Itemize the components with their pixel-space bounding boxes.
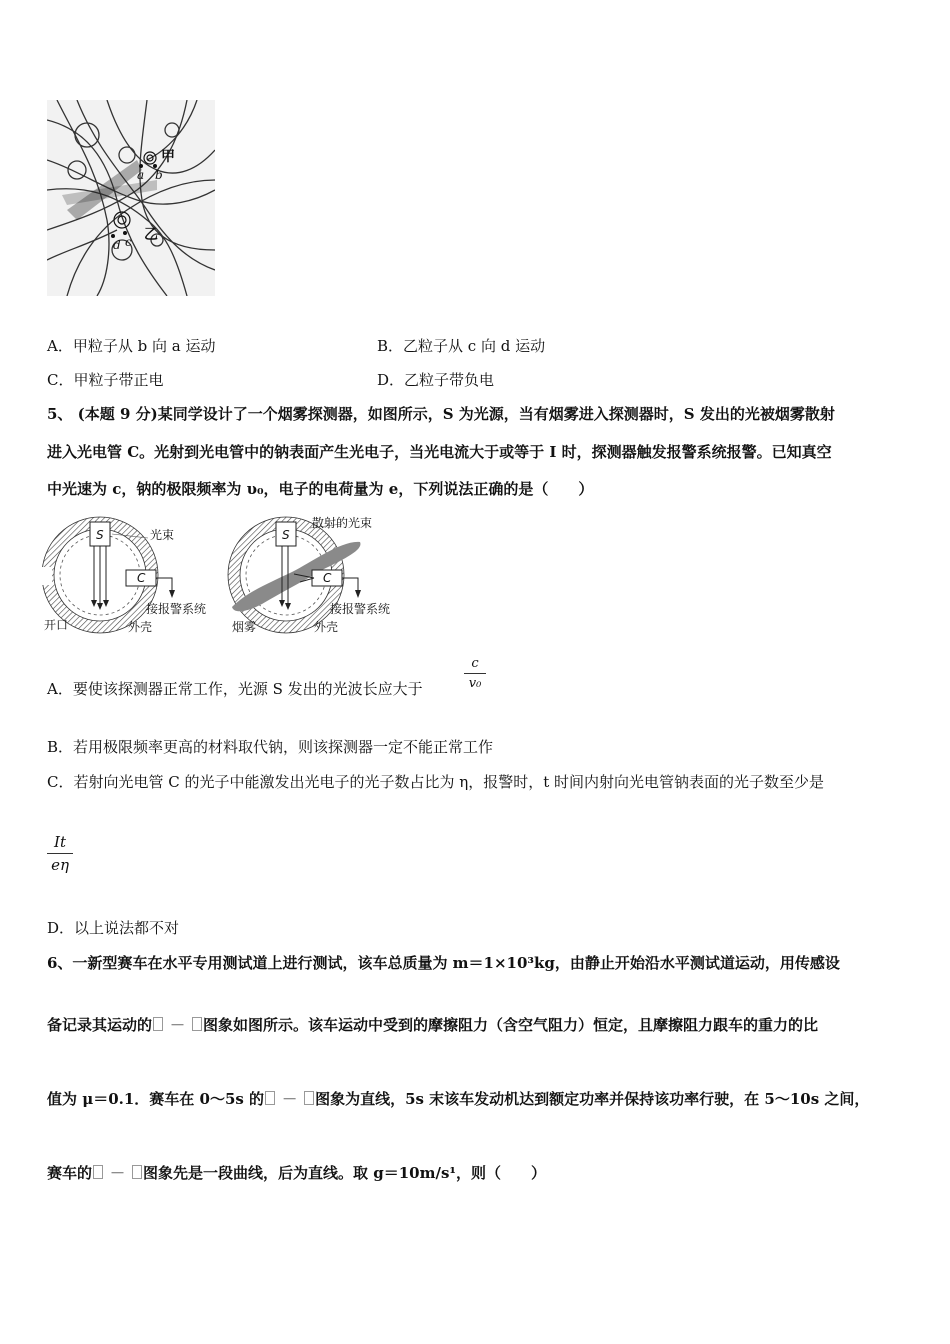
q6-stem-line2 [47, 1015, 818, 1035]
glyph-dash: － [170, 1016, 186, 1034]
q4-option-a: A．甲粒子从 b 向 a 运动 [47, 337, 216, 355]
q6-stem-line4 [47, 1163, 546, 1183]
glyph-dash: － [282, 1090, 298, 1108]
alarm-label-left: 接报警系统 [146, 602, 207, 616]
q4-option-c: C．甲粒子带正电 [47, 371, 164, 389]
beam-label: 光束 [150, 528, 175, 542]
missing-glyph-icon [304, 1091, 314, 1105]
bubble-chamber-figure [47, 100, 215, 296]
opening-label: 开口 [44, 618, 69, 632]
shell-label-left: 外壳 [128, 620, 153, 634]
missing-glyph-icon [192, 1017, 202, 1031]
label-a: a [137, 168, 145, 182]
fraction-numerator: It [54, 833, 66, 851]
q5-option-b: B．若用极限频率更高的材料取代钠，则该探测器一定不能正常工作 [47, 738, 494, 756]
q5-stem-line2: 进入光电管 C。光射到光电管中的钠表面产生光电子，当光电流大于或等于 I 时，探测器触发报警系统报警。已知真空 [47, 443, 832, 461]
q6-line2-pre: 备记录其运动的 [47, 1016, 153, 1034]
source-s-left: S [96, 528, 104, 542]
label-b: b [155, 168, 163, 182]
q4-option-b: B．乙粒子从 c 向 d 运动 [377, 337, 546, 355]
q5-option-a: A．要使该探测器正常工作，光源 S 发出的光波长应大于 [47, 680, 423, 698]
q5-option-c: C．若射向光电管 C 的光子中能激发出光电子的光子数占比为 η，报警时，t 时间内射向光电管钠表面的光子数至少是 [47, 773, 825, 791]
fraction-denominator: eη [51, 856, 69, 874]
q5-stem-line3: 中光速为 c，钠的极限频率为 υ₀，电子的电荷量为 e，下列说法正确的是（ ） [47, 480, 594, 498]
missing-glyph-icon [132, 1165, 142, 1179]
glyph-dash: － [110, 1164, 126, 1182]
smoke-label: 烟雾 [232, 620, 257, 634]
q6-stem-line3 [47, 1089, 869, 1109]
q6-line2-post: 图象如图所示。该车运动中受到的摩擦阻力（含空气阻力）恒定，且摩擦阻力跟车的重力的比 [203, 1016, 819, 1034]
smoke-detector-diagram [42, 512, 402, 634]
label-c: c [125, 235, 132, 249]
q6-line4-pre: 赛车的 [47, 1164, 93, 1182]
label-yi: 乙 [144, 227, 158, 243]
q4-option-d: D．乙粒子带负电 [377, 371, 495, 389]
fraction-numerator: c [471, 656, 479, 671]
q5-option-d: D．以上说法都不对 [47, 919, 180, 937]
fraction-denominator: v₀ [468, 676, 482, 691]
q6-line4-post: 图象先是一段曲线，后为直线。取 g＝10m/s¹，则（ ） [143, 1164, 546, 1182]
q5-stem-line1: 5、 (本题 9 分)某同学设计了一个烟雾探测器，如图所示，S 为光源，当有烟雾进入探测器时，S 发出的光被烟雾散射 [47, 405, 835, 423]
tube-c-right: C [323, 571, 332, 585]
q6-stem-line1: 6、一新型赛车在水平专用测试道上进行测试，该车总质量为 m＝1×10³kg，由静止开始沿水平测试道运动，用传感设 [47, 954, 840, 972]
label-d: d [113, 238, 121, 252]
missing-glyph-icon [153, 1017, 163, 1031]
label-jia: 甲 [161, 149, 175, 165]
q6-line3-post: 图象为直线，5s 末该车发动机达到额定功率并保持该功率行驶，在 5～10s 之间， [315, 1090, 870, 1108]
shell-label-right: 外壳 [314, 620, 339, 634]
fraction-c-over-v0 [464, 656, 486, 691]
missing-glyph-icon [265, 1091, 275, 1105]
alarm-label-right: 接报警系统 [330, 602, 391, 616]
tube-c-left: C [137, 571, 146, 585]
fraction-it-over-eeta [47, 833, 73, 874]
scattered-beam-label: 散射的光束 [312, 516, 373, 530]
q6-line3-pre: 值为 μ＝0.1．赛车在 0～5s 的 [47, 1090, 265, 1108]
source-s-right: S [282, 528, 290, 542]
missing-glyph-icon [93, 1165, 103, 1179]
